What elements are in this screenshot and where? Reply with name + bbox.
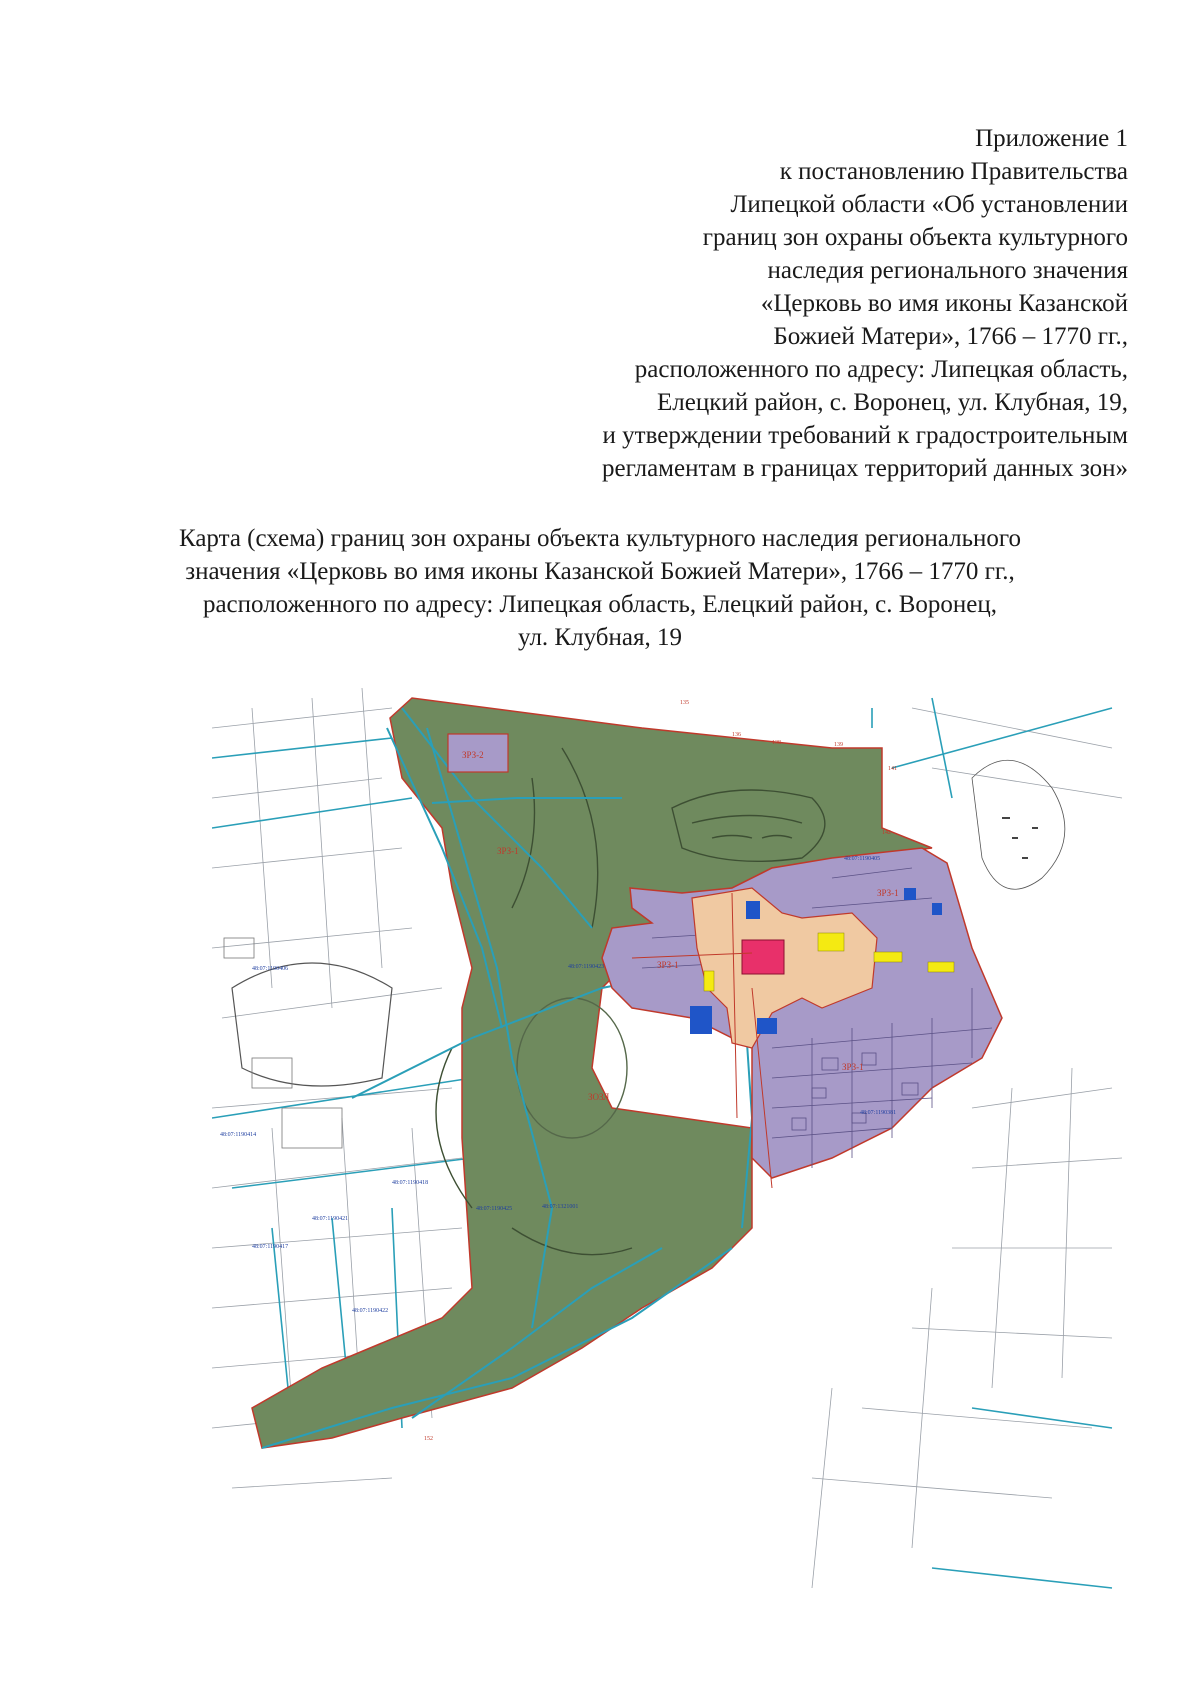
cadastral-label: 48:07:1190422: [352, 1308, 389, 1314]
map-title: [120, 522, 1080, 654]
zone-label-zrz-west: ЗРЗ-1: [657, 960, 679, 970]
appendix-line: границ зон охраны объекта культурного: [702, 224, 1128, 251]
appendix-line: Липецкой области «Об установлении: [730, 191, 1128, 218]
point-number: 142: [882, 830, 891, 836]
map-title-line: ул. Клубная, 19: [518, 624, 682, 651]
map-title-line: расположенного по адресу: Липецкая область, Елецкий район, с. Воронец,: [202, 591, 998, 618]
cadastral-label: 48:07:1190423: [568, 964, 605, 970]
zone-map-svg: [212, 688, 1124, 1610]
cadastral-label: 48:07:1190406: [252, 966, 289, 972]
appendix-line: регламентам в границах территорий данных зон»: [602, 455, 1128, 482]
cadastral-label: 48:07:1190381: [860, 1110, 897, 1116]
appendix-header: [408, 122, 1128, 485]
appendix-line: Божией Матери», 1766 – 1770 гг.,: [773, 323, 1128, 350]
appendix-line: и утверждении требований к градостроительным: [602, 422, 1128, 449]
object-territory: [742, 940, 784, 974]
map-title-line: Карта (схема) границ зон охраны объекта культурного наследия регионального: [178, 525, 1022, 552]
zone-label-zrz-east: ЗРЗ-1: [877, 888, 899, 898]
zone-label-zrz-mid: ЗРЗ-1: [497, 846, 519, 856]
point-number: 138: [772, 740, 781, 746]
point-number: 141: [888, 766, 897, 772]
cadastral-label: 48:07:1190417: [252, 1244, 289, 1250]
map-title-line: значения «Церковь во имя иконы Казанской Божией Матери», 1766 – 1770 гг.,: [185, 558, 1015, 585]
point-number: 139: [834, 742, 843, 748]
appendix-line: «Церковь во имя иконы Казанской: [760, 290, 1128, 317]
cadastral-label: 48:07:1190425: [476, 1206, 513, 1212]
appendix-line: наследия регионального значения: [767, 257, 1128, 284]
zone-label-zozl: ЗОЗЛ: [588, 1092, 610, 1102]
appendix-line: к постановлению Правительства: [779, 158, 1128, 185]
appendix-line: Приложение 1: [975, 125, 1128, 152]
cadastral-label: 48:07:1190405: [844, 856, 881, 862]
cadastral-label: 48:07:1321001: [542, 1204, 579, 1210]
appendix-line: Елецкий район, с. Воронец, ул. Клубная, 19,: [657, 389, 1128, 416]
cadastral-label: 48:07:1190418: [392, 1180, 429, 1186]
cadastral-label: 48:07:1190414: [220, 1132, 257, 1138]
point-number: 136: [732, 732, 741, 738]
cadastral-label: 48:07:1190421: [312, 1216, 349, 1222]
zone-map: [212, 688, 1124, 1610]
appendix-line: расположенного по адресу: Липецкая область,: [634, 356, 1128, 383]
zone-label-zrz-south: ЗРЗ-1: [842, 1062, 864, 1072]
zone-label-zrz-north: ЗРЗ-2: [462, 750, 484, 760]
point-number: 135: [680, 700, 689, 706]
point-number: 152: [424, 1436, 433, 1442]
